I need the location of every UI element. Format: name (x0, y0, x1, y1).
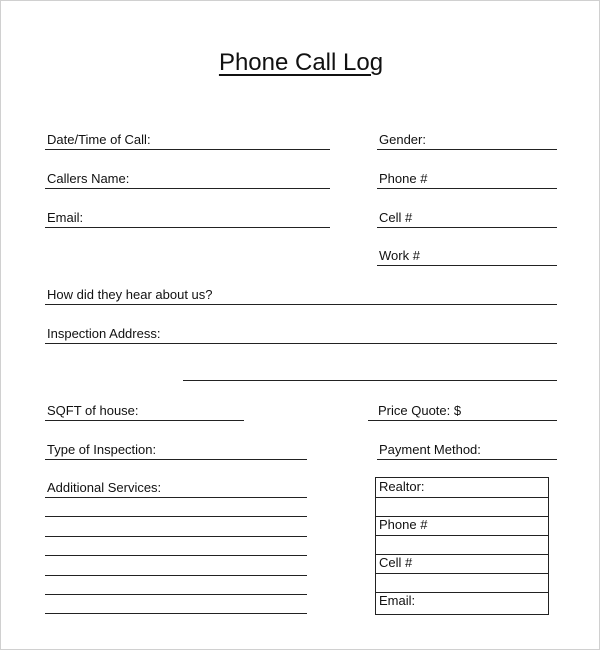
additional-services-line[interactable] (45, 575, 307, 576)
realtor-cell-field[interactable] (376, 554, 548, 574)
inspection-address-field[interactable] (45, 325, 557, 344)
realtor-phone-field[interactable] (376, 516, 548, 536)
realtor-email-field[interactable] (376, 592, 548, 611)
sqft-field[interactable] (45, 402, 244, 421)
realtor-blank-row[interactable] (376, 535, 548, 555)
date-time-field[interactable] (45, 131, 330, 150)
realtor-cell-label: Cell # (379, 555, 413, 570)
gender-label: Gender: (379, 132, 426, 147)
how-hear-label: How did they hear about us? (47, 287, 213, 302)
sqft-label: SQFT of house: (47, 403, 139, 418)
payment-method-label: Payment Method: (379, 442, 481, 457)
additional-services-line[interactable] (45, 516, 307, 517)
date-time-label: Date/Time of Call: (47, 132, 151, 147)
work-label: Work # (379, 248, 420, 263)
additional-services-label: Additional Services: (47, 480, 162, 495)
additional-services-line[interactable] (45, 594, 307, 595)
phone-field[interactable] (377, 170, 557, 189)
how-hear-field[interactable] (45, 286, 557, 305)
realtor-label: Realtor: (379, 479, 425, 494)
phone-label: Phone # (379, 171, 428, 186)
cell-field[interactable] (377, 209, 557, 228)
additional-services-field[interactable] (45, 479, 307, 498)
realtor-field[interactable] (376, 478, 548, 498)
realtor-phone-label: Phone # (379, 517, 428, 532)
payment-method-field[interactable] (377, 441, 557, 460)
work-field[interactable] (377, 247, 557, 266)
email-label: Email: (47, 210, 84, 225)
callers-name-field[interactable] (45, 170, 330, 189)
realtor-email-label: Email: (379, 593, 416, 608)
page-title: Phone Call Log (218, 49, 384, 76)
realtor-box (375, 477, 549, 615)
inspection-address-label: Inspection Address: (47, 326, 161, 341)
price-quote-label: Price Quote: $ (378, 403, 462, 418)
additional-services-line[interactable] (45, 555, 307, 556)
inspection-address-line-2[interactable] (183, 380, 557, 381)
cell-label: Cell # (379, 210, 413, 225)
type-inspection-label: Type of Inspection: (47, 442, 157, 457)
realtor-blank-row[interactable] (376, 573, 548, 593)
email-field[interactable] (45, 209, 330, 228)
price-quote-field[interactable] (368, 402, 557, 421)
callers-name-label: Callers Name: (47, 171, 130, 186)
gender-field[interactable] (377, 131, 557, 150)
realtor-blank-row[interactable] (376, 497, 548, 517)
additional-services-line[interactable] (45, 536, 307, 537)
type-inspection-field[interactable] (45, 441, 307, 460)
additional-services-line[interactable] (45, 613, 307, 614)
